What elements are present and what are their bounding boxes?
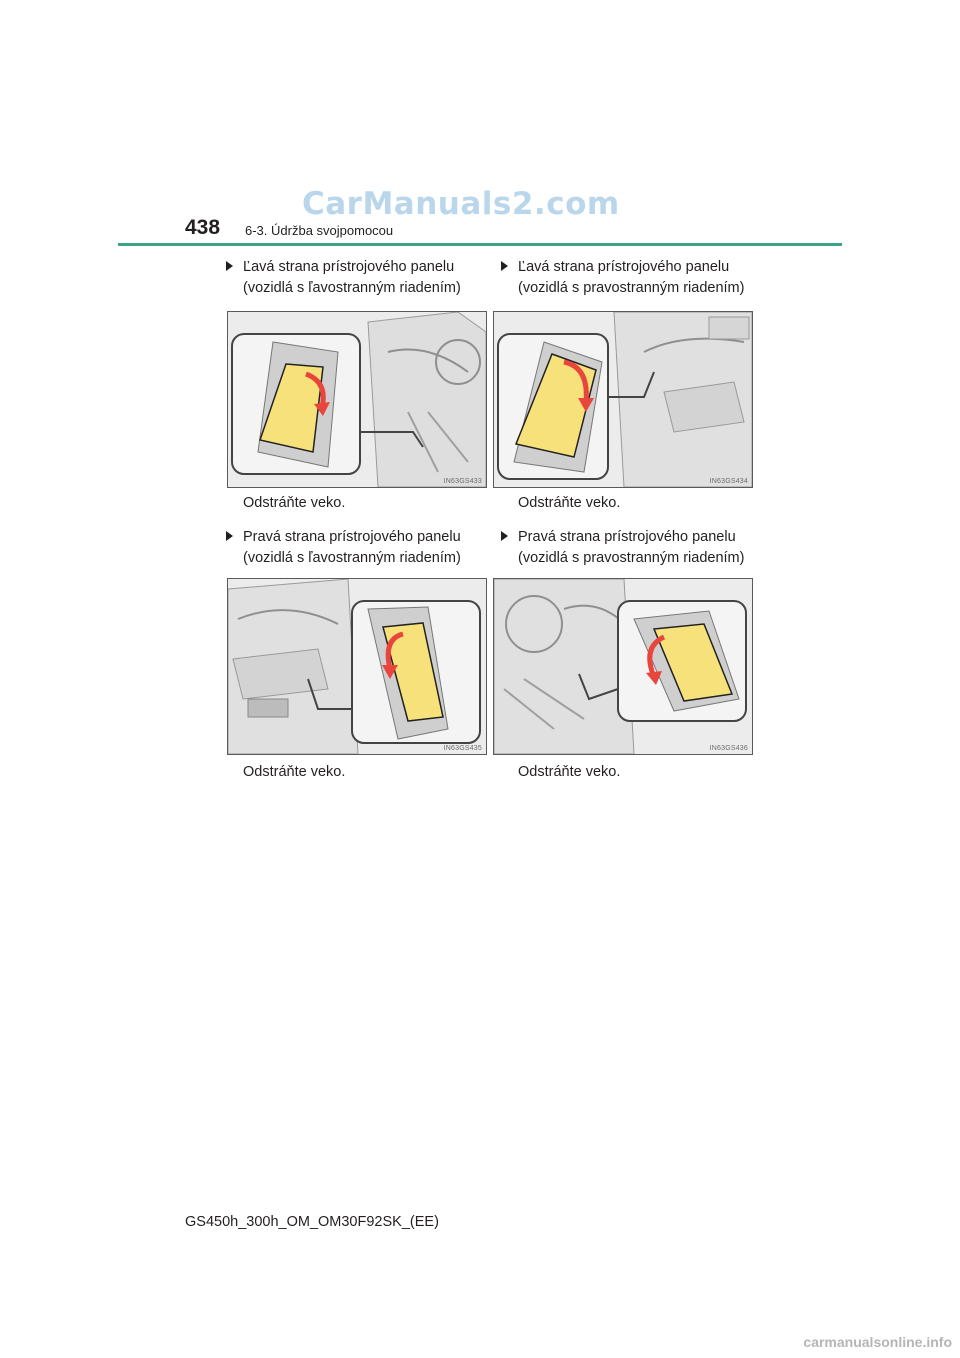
triangle-bullet-icon	[226, 531, 233, 541]
illustration-right-rhd	[494, 579, 752, 754]
header-divider	[118, 243, 842, 246]
triangle-bullet-icon	[226, 261, 233, 271]
heading-line: Ľavá strana prístrojového panelu	[518, 259, 730, 275]
item-heading-left-lhd	[243, 257, 461, 299]
caption: Odstráňte veko.	[243, 764, 346, 780]
triangle-bullet-icon	[501, 261, 508, 271]
figure-left-lhd	[227, 311, 487, 488]
section-title: 6-3. Údržba svojpomocou	[245, 223, 394, 238]
caption: Odstráňte veko.	[518, 495, 621, 511]
figure-left-rhd	[493, 311, 753, 488]
heading-line: (vozidlá s ľavostranným riadením)	[243, 280, 461, 296]
figure-code: IN63GS435	[443, 745, 482, 752]
heading-line: Ľavá strana prístrojového panelu	[243, 259, 455, 275]
illustration-left-lhd	[228, 312, 486, 487]
heading-line: Pravá strana prístrojového panelu	[243, 529, 461, 545]
watermark-logo-top: CarManuals2.com	[302, 186, 620, 222]
heading-line: (vozidlá s pravostranným riadením)	[518, 550, 745, 566]
heading-line: (vozidlá s ľavostranným riadením)	[243, 550, 461, 566]
footer-document-code: GS450h_300h_OM_OM30F92SK_(EE)	[185, 1214, 439, 1230]
triangle-bullet-icon	[501, 531, 508, 541]
watermark-site-bottom: carmanualsonline.info	[803, 1334, 952, 1350]
caption: Odstráňte veko.	[243, 495, 346, 511]
heading-line: (vozidlá s pravostranným riadením)	[518, 280, 745, 296]
item-heading-left-rhd	[518, 257, 744, 299]
caption: Odstráňte veko.	[518, 764, 621, 780]
item-heading-right-lhd	[243, 527, 461, 569]
illustration-right-lhd	[228, 579, 486, 754]
figure-right-lhd	[227, 578, 487, 755]
figure-code: IN63GS434	[709, 478, 748, 485]
heading-line: Pravá strana prístrojového panelu	[518, 529, 736, 545]
item-heading-right-rhd	[518, 527, 744, 569]
page-number: 438	[185, 216, 221, 239]
illustration-left-rhd	[494, 312, 752, 487]
figure-code: IN63GS436	[709, 745, 748, 752]
figure-code: IN63GS433	[443, 478, 482, 485]
figure-right-rhd	[493, 578, 753, 755]
